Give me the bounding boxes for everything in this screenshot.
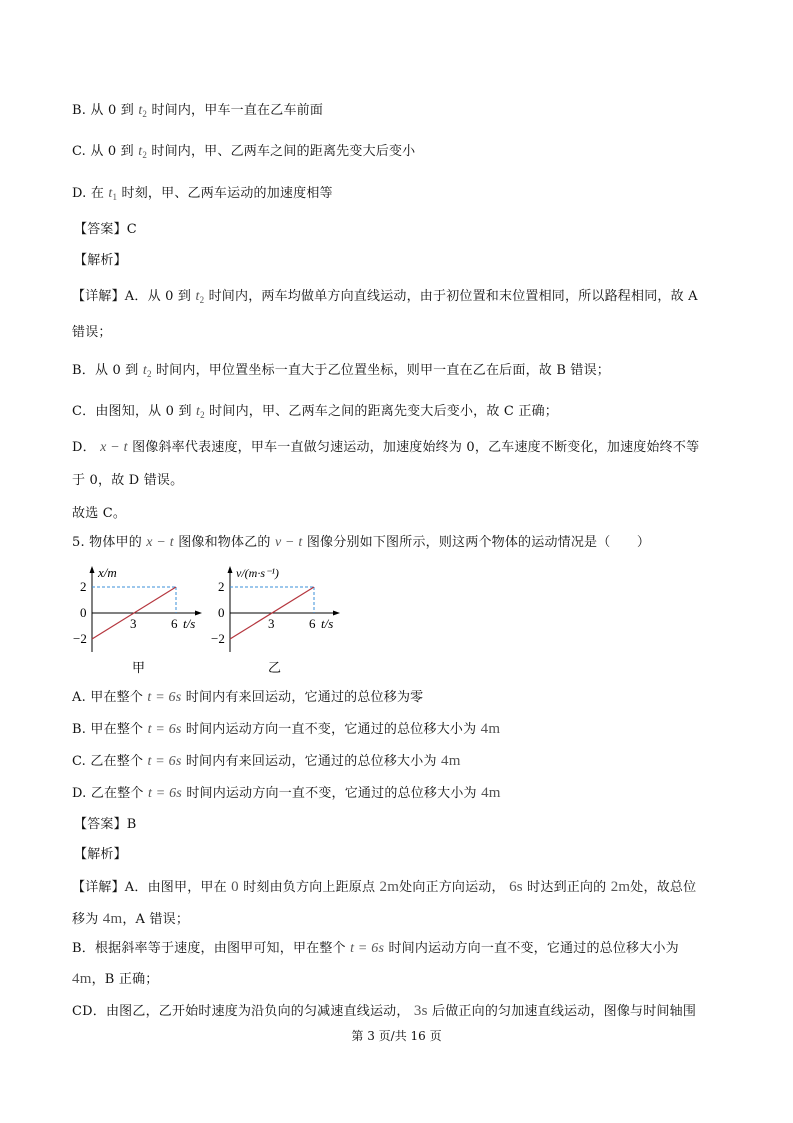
question-text: 图像分别如下图所示，则这两个物体的运动情况是（ ） <box>306 535 651 550</box>
q5-option-c <box>72 752 461 771</box>
detail-a-continued: 错误； <box>72 325 112 340</box>
detail-text: B．从 0 到 <box>72 363 139 378</box>
detail-d <box>72 439 699 457</box>
detail-text: D． <box>72 440 96 455</box>
option-text: C. 从 0 到 <box>72 144 134 159</box>
option-text: 时间内，甲、乙两车之间的距离先变大后变小 <box>151 144 416 159</box>
x-axis-label: t/s <box>183 616 196 631</box>
x-tick-3: 3 <box>268 616 275 631</box>
detail-text: 时间内，甲位置坐标一直大于乙位置坐标，则甲一直在乙在后面，故 B 错误； <box>155 363 611 378</box>
option-c-previous <box>72 143 415 164</box>
math-value: 4m <box>481 785 501 801</box>
detail-text: 时间内运动方向一直不变，它通过的总位移大小为 <box>388 941 679 956</box>
question-5 <box>72 534 650 552</box>
page-footer: 第 3 页/共 16 页 <box>351 1029 442 1043</box>
option-text: 时间内运动方向一直不变，它通过的总位移大小为 <box>186 786 477 801</box>
detail-b <box>72 362 610 383</box>
detail-a <box>72 288 698 309</box>
x-axis-arrow <box>333 611 340 616</box>
q5-option-d <box>72 784 501 803</box>
option-text: A. 甲在整个 <box>72 690 144 705</box>
question-text: 图像和物体乙的 <box>178 535 271 550</box>
conclusion: 故选 C。 <box>72 506 127 521</box>
graph-jia <box>70 560 210 680</box>
math-var: t <box>108 186 113 201</box>
question-text: 5. 物体甲的 <box>72 535 142 550</box>
math-formula: x − t <box>100 440 128 455</box>
answer-5: 【答案】B <box>74 817 137 832</box>
q5-detail-a <box>72 878 696 897</box>
y-axis-arrow <box>90 566 95 573</box>
x-axis-label: t/s <box>321 616 334 631</box>
detail-text: 【详解】A．从 0 到 <box>72 289 192 304</box>
detail-text: 后做正向的匀加速直线运动，图像与时间轴围 <box>432 1004 697 1019</box>
detail-text: CD．由图乙，乙开始时速度为沿负向的匀减速直线运动， <box>72 1004 410 1019</box>
math-value: 2m <box>610 879 631 895</box>
detail-d-continued: 于 0，故 D 错误。 <box>72 473 184 488</box>
option-text: 时间内有来回运动，它通过的总位移为零 <box>185 690 424 705</box>
detail-text: 时达到正向的 <box>527 880 607 895</box>
math-subscript: 2 <box>142 109 148 119</box>
analysis-label-previous: 【解析】 <box>74 253 127 268</box>
y-tick-bottom: −2 <box>73 631 87 646</box>
q5-detail-cd <box>72 1002 696 1021</box>
math-formula: t = 6s <box>147 722 182 737</box>
math-value: 2m <box>379 879 400 895</box>
math-var: t <box>138 144 143 159</box>
math-value: 0 <box>231 879 239 895</box>
detail-text: ，A 错误； <box>122 912 190 927</box>
y-axis-label: x/m <box>98 565 117 580</box>
option-text: 时间内有来回运动，它通过的总位移大小为 <box>185 754 437 769</box>
option-text: 时间内，甲车一直在乙车前面 <box>151 103 324 118</box>
q5-detail-b-continued <box>72 970 158 989</box>
detail-text: 处，故总位 <box>630 880 697 895</box>
detail-c <box>72 403 558 424</box>
graph-jia-svg <box>70 560 210 680</box>
y-tick-top: 2 <box>218 579 225 594</box>
math-formula: t = 6s <box>350 941 385 956</box>
y-axis-label: v/(m·s⁻¹) <box>236 566 279 580</box>
math-subscript: 2 <box>200 410 205 420</box>
math-formula: t = 6s <box>147 690 182 705</box>
y-tick-zero: 0 <box>218 605 225 620</box>
y-tick-bottom: −2 <box>211 631 225 646</box>
option-text: D. 在 <box>72 186 105 201</box>
x-axis-arrow <box>195 611 202 616</box>
option-text: B. 甲在整个 <box>72 722 144 737</box>
x-tick-6: 6 <box>309 616 316 631</box>
math-subscript: 2 <box>142 150 148 160</box>
math-var: t <box>196 404 201 419</box>
x-tick-6: 6 <box>171 616 178 631</box>
detail-text: 处向正方向运动， <box>399 880 505 895</box>
math-subscript: 2 <box>146 369 152 379</box>
graph-yi-svg <box>210 560 355 680</box>
math-value: 3s <box>413 1003 428 1019</box>
detail-text: B．根据斜率等于速度，由图甲可知，甲在整个 <box>72 941 346 956</box>
detail-text: ，B 正确； <box>91 972 159 987</box>
option-text: 时间内运动方向一直不变，它通过的总位移大小为 <box>185 722 477 737</box>
graph-caption: 甲 <box>132 660 146 675</box>
y-tick-zero: 0 <box>80 605 87 620</box>
q5-detail-a-continued <box>72 910 189 929</box>
math-var: t <box>142 363 147 378</box>
graph-caption: 乙 <box>268 660 282 675</box>
math-formula: x − t <box>146 535 174 550</box>
analysis-label-5: 【解析】 <box>74 847 127 862</box>
option-text: D. 乙在整个 <box>72 786 144 801</box>
math-formula: t = 6s <box>147 786 182 801</box>
math-var: t <box>195 289 200 304</box>
y-axis-arrow <box>228 566 233 573</box>
option-text: C. 乙在整个 <box>72 754 144 769</box>
math-var: t <box>138 103 143 118</box>
option-text: B. 从 0 到 <box>72 103 134 118</box>
math-value: 6s <box>509 879 523 895</box>
math-subscript: 2 <box>199 295 205 305</box>
option-b-previous <box>72 102 323 123</box>
graph-yi <box>210 560 355 680</box>
detail-text: C．由图知，从 0 到 <box>72 404 192 419</box>
q5-detail-b <box>72 940 679 958</box>
detail-text: 移为 <box>72 912 99 927</box>
detail-text: 时间内，甲、乙两车之间的距离先变大后变小，故 C 正确； <box>209 404 558 419</box>
y-tick-top: 2 <box>80 579 87 594</box>
detail-text: 图像斜率代表速度，甲车一直做匀速运动，加速度始终为 0，乙车速度不断变化，加速度始终不等 <box>132 440 700 455</box>
detail-text: 【详解】A．由图甲，甲在 <box>72 880 227 895</box>
answer-previous: 【答案】C <box>74 222 137 237</box>
math-value: 4m <box>102 911 123 927</box>
math-formula: v − t <box>274 535 303 550</box>
math-value: 4m <box>441 753 461 769</box>
math-subscript: 1 <box>112 192 118 202</box>
math-value: 4m <box>480 721 501 737</box>
q5-option-b <box>72 720 500 739</box>
math-formula: t = 6s <box>147 754 182 769</box>
q5-option-a <box>72 689 423 707</box>
detail-text: 时刻由负方向上距原点 <box>243 880 376 895</box>
math-value: 4m <box>72 971 92 987</box>
detail-text: 时间内，两车均做单方向直线运动，由于初位置和末位置相同，所以路程相同，故 A <box>208 289 698 304</box>
x-tick-3: 3 <box>130 616 137 631</box>
option-text: 时刻，甲、乙两车运动的加速度相等 <box>121 186 333 201</box>
option-d-previous <box>72 185 333 206</box>
